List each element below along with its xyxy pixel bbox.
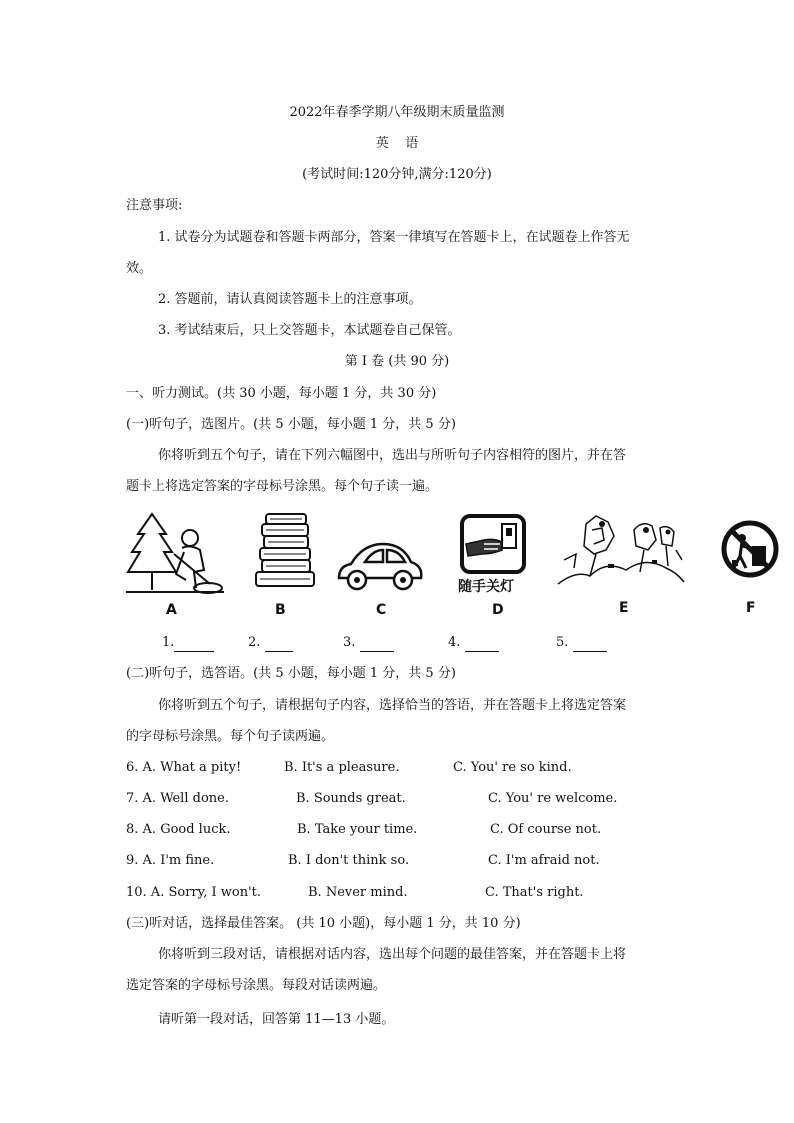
- question-10-option-c: C. That's right.: [485, 885, 584, 900]
- part3-instruction-cont: 选定答案的字母标号涂黑。每段对话读两遍。: [126, 978, 387, 993]
- volume-heading: 第 I 卷 (共 90 分): [344, 354, 450, 369]
- picture-e: [556, 510, 686, 590]
- part3-heading: (三)听对话，选择最佳答案。 (共 10 小题)，每小题 1 分，共 10 分): [126, 916, 521, 931]
- question-7-option-a: 7. A. Well done.: [126, 791, 229, 806]
- note-item-3: 3. 考试结束后，只上交答题卡，本试题卷自己保管。: [158, 323, 461, 338]
- book-stack-icon: [250, 510, 320, 592]
- mountain-scene-icon: [556, 510, 686, 590]
- picture-c-label: C: [376, 602, 387, 618]
- exam-time-note: (考试时间:120分钟,满分:120分): [302, 167, 492, 182]
- part2-instruction-cont: 的字母标号涂黑。每个句子读两遍。: [126, 729, 335, 744]
- part1-instruction: 你将听到五个句子，请在下列六幅图中，选出与所听句子内容相符的图片，并在答: [158, 448, 627, 463]
- question-7-option-b: B. Sounds great.: [296, 791, 406, 806]
- note-item-2: 2. 答题前，请认真阅读答题卡上的注意事项。: [158, 292, 422, 307]
- question-10-option-b: B. Never mind.: [308, 885, 408, 900]
- note-item-1-cont: 效。: [126, 261, 153, 276]
- answer-blank-4: 4.: [448, 634, 499, 652]
- exam-title: 2022年春季学期八年级期末质量监测: [289, 105, 505, 120]
- picture-d-caption: 随手关灯: [458, 579, 514, 595]
- picture-b-label: B: [275, 602, 286, 618]
- answer-blank-5: 5.: [556, 634, 607, 652]
- picture-d: [458, 514, 528, 574]
- question-9-option-c: C. I'm afraid not.: [488, 853, 600, 868]
- picture-a-label: A: [166, 602, 177, 618]
- picture-f-label: F: [746, 600, 756, 616]
- question-10-option-a: 10. A. Sorry, I won't.: [126, 885, 262, 900]
- answer-blank-3: 3.: [343, 634, 394, 652]
- tree-planting-icon: [124, 510, 226, 596]
- notes-heading: 注意事项:: [126, 198, 183, 213]
- question-9-option-b: B. I don't think so.: [288, 853, 410, 868]
- subject-title: 英 语: [375, 136, 419, 151]
- question-8-option-a: 8. A. Good luck.: [126, 822, 231, 837]
- answer-blank-1: 1.: [162, 634, 214, 652]
- picture-c: [335, 540, 425, 592]
- dialog-1-prompt: 请听第一段对话，回答第 11—13 小题。: [158, 1012, 395, 1027]
- question-6-option-c: C. You' re so kind.: [453, 760, 572, 775]
- question-6-option-a: 6. A. What a pity!: [126, 760, 242, 775]
- answer-blank-2: 2.: [248, 634, 293, 652]
- question-9-option-a: 9. A. I'm fine.: [126, 853, 215, 868]
- picture-b: [250, 510, 320, 592]
- picture-d-label: D: [492, 602, 504, 618]
- question-7-option-c: C. You' re welcome.: [488, 791, 618, 806]
- picture-f: [720, 518, 780, 580]
- question-8-option-b: B. Take your time.: [297, 822, 418, 837]
- picture-e-label: E: [619, 600, 629, 616]
- question-8-option-c: C. Of course not.: [490, 822, 602, 837]
- part2-instruction: 你将听到五个句子，请根据句子内容，选择恰当的答语，并在答题卡上将选定答案: [158, 698, 627, 713]
- no-littering-icon: [720, 518, 780, 580]
- note-item-1: 1. 试卷分为试题卷和答题卡两部分，答案一律填写在答题卡上，在试题卷上作答无: [158, 230, 630, 245]
- light-switch-icon: [458, 514, 528, 574]
- part2-heading: (二)听句子，选答语。(共 5 小题，每小题 1 分，共 5 分): [126, 666, 456, 681]
- car-icon: [335, 540, 425, 592]
- question-6-option-b: B. It's a pleasure.: [284, 760, 400, 775]
- section-listening-heading: 一、听力测试。(共 30 小题，每小题 1 分，共 30 分): [126, 386, 437, 401]
- part3-instruction: 你将听到三段对话，请根据对话内容，选出每个问题的最佳答案，并在答题卡上将: [158, 947, 627, 962]
- picture-a: [124, 510, 226, 596]
- part1-heading: (一)听句子，选图片。(共 5 小题，每小题 1 分，共 5 分): [126, 417, 456, 432]
- part1-instruction-cont: 题卡上将选定答案的字母标号涂黑。每个句子读一遍。: [126, 479, 439, 494]
